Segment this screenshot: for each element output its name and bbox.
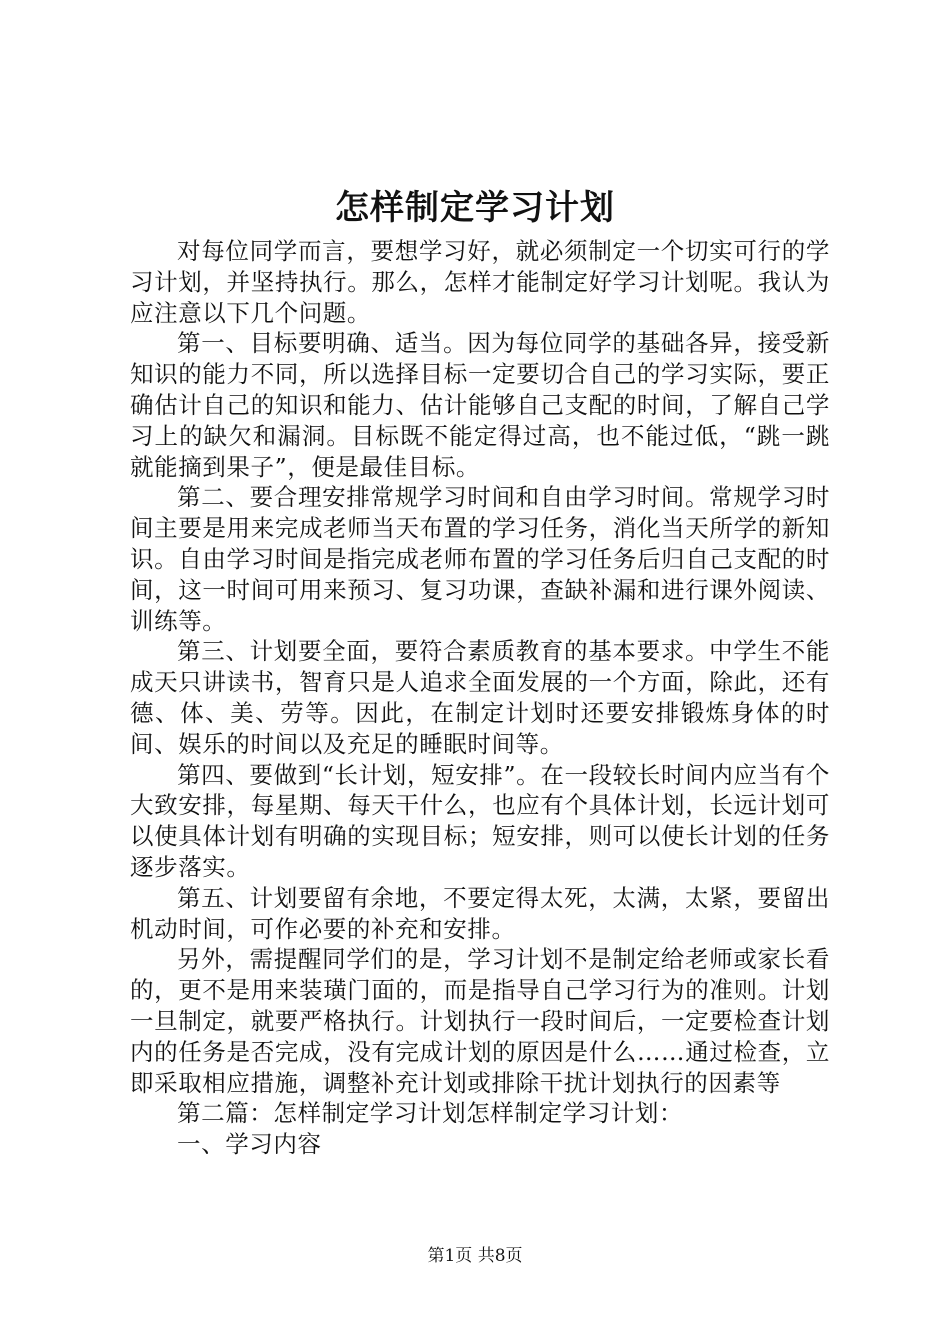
paragraph-section-2-heading: 第二篇：怎样制定学习计划怎样制定学习计划： [177, 1099, 684, 1128]
paragraph-point-2: 第二、要合理安排常规学习时间和自由学习时间。常规学习时间主要是用来完成老师当天布置的学习任务，消化当天所学的新知识。自由学习时间是指完成老师布置的学习任务后归自己支配的时间，这一时间可用来预习、复习功课，查缺补漏和进行课外阅读、训练等。 [130, 483, 830, 635]
document-body [130, 236, 830, 1160]
document-title: 怎样制定学习计划 [335, 188, 615, 228]
paragraph-additional: 另外，需提醒同学们的是，学习计划不是制定给老师或家长看的，更不是用来装璜门面的，而是指导自己学习行为的准则。计划一旦制定，就要严格执行。计划执行一段时间后，一定要检查计划内的任务是否完成，没有完成计划的原因是什么……通过检查，立即采取相应措施，调整补充计划或排除干扰计划执行的因素等 [130, 945, 830, 1097]
paragraph-point-4: 第四、要做到“长计划，短安排”。在一段较长时间内应当有个大致安排，每星期、每天干什么，也应有个具体计划，长远计划可以使具体计划有明确的实现目标；短安排，则可以使长计划的任务逐步落实。 [130, 760, 830, 881]
paragraph-point-1: 第一、目标要明确、适当。因为每位同学的基础各异，接受新知识的能力不同，所以选择目标一定要切合自己的学习实际，要正确估计自己的知识和能力、估计能够自己支配的时间，了解自己学习上的缺欠和漏洞。目标既不能定得过高，也不能过低，“跳一跳就能摘到果子”，便是最佳目标。 [130, 329, 830, 481]
paragraph-intro: 对每位同学而言，要想学习好，就必须制定一个切实可行的学习计划，并坚持执行。那么，怎样才能制定好学习计划呢。我认为应注意以下几个问题。 [130, 237, 830, 327]
paragraph-point-3: 第三、计划要全面，要符合素质教育的基本要求。中学生不能成天只讲读书，智育只是人追求全面发展的一个方面，除此，还有德、体、美、劳等。因此，在制定计划时还要安排锻炼身体的时间、娱乐的时间以及充足的睡眠时间等。 [130, 637, 830, 758]
paragraph-subsection-1: 一、学习内容 [177, 1130, 322, 1159]
page-footer: 第1页 共8页 [427, 1246, 523, 1266]
paragraph-point-5: 第五、计划要留有余地，不要定得太死，太满，太紧，要留出机动时间，可作必要的补充和安排。 [130, 883, 830, 943]
